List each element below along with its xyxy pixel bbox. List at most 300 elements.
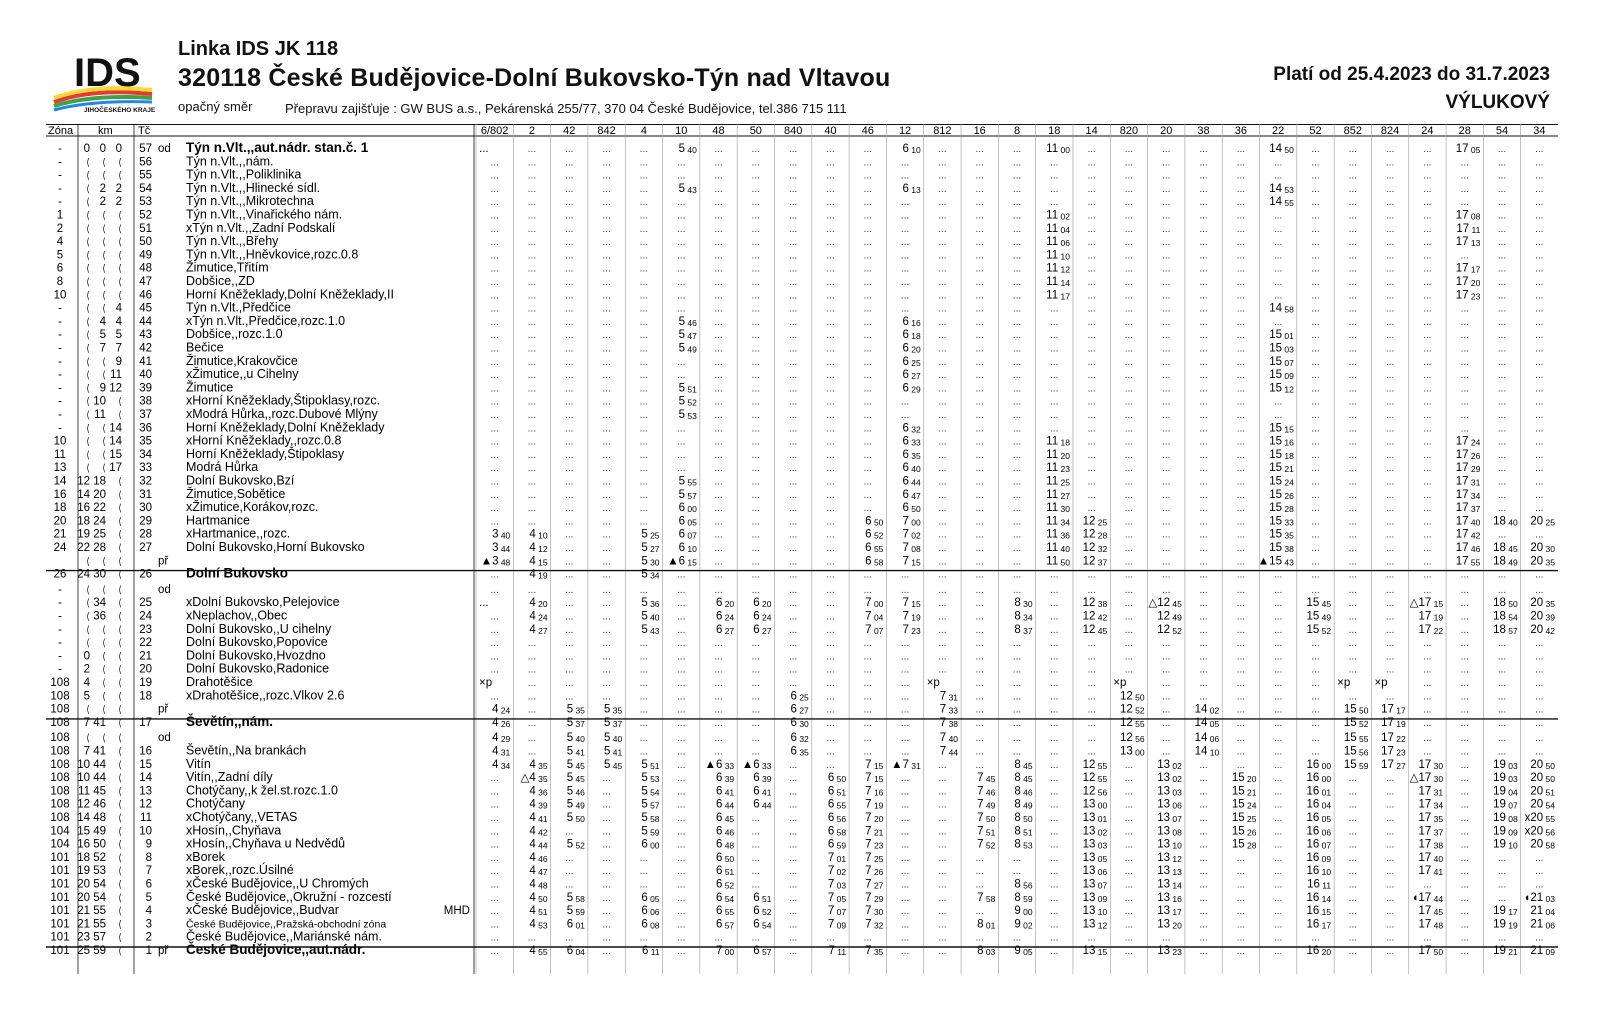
tariff-point-cell: 16 — [139, 745, 152, 758]
no-service-dots: ... — [490, 370, 499, 382]
no-service-dots: ... — [1311, 210, 1320, 222]
no-service-dots: ... — [565, 383, 574, 395]
no-service-dots: ... — [602, 839, 611, 851]
zone-cell: - — [58, 315, 62, 328]
no-service-dots: ... — [1199, 569, 1208, 581]
departure-time: 13 09 — [1082, 891, 1108, 904]
no-service-dots: ... — [565, 651, 574, 663]
departure-time: 16 20 — [1306, 944, 1332, 957]
no-service-dots: ... — [938, 370, 947, 382]
stop-name: Žimutice,Krakovčice — [186, 353, 298, 368]
no-service-dots: ... — [826, 423, 835, 435]
stop-name: xTýn n.Vlt.,,Zadní Podskalí — [186, 220, 336, 235]
no-service-dots: ... — [1460, 945, 1469, 957]
no-service-dots: ... — [1274, 170, 1283, 182]
km-continue-mark: ⟨ — [102, 704, 106, 716]
no-service-dots: ... — [1199, 503, 1208, 515]
departure-time: 8 03 — [977, 944, 996, 957]
no-service-dots: ... — [490, 919, 499, 931]
no-service-dots: ... — [788, 356, 798, 368]
km-cell: 11 — [94, 408, 106, 421]
departure-time: 13 03 — [1082, 838, 1108, 851]
no-service-dots: ... — [1348, 343, 1357, 355]
no-service-dots: ... — [1012, 704, 1022, 716]
departure-time: 8 45 — [1014, 758, 1033, 771]
no-service-dots: ... — [639, 866, 649, 878]
no-service-dots: ... — [900, 303, 910, 315]
no-service-dots: ... — [1348, 303, 1357, 315]
no-service-dots: ... — [490, 330, 499, 342]
no-service-dots: ... — [1535, 223, 1544, 235]
no-service-dots: ... — [863, 370, 872, 382]
departure-time: 8 01 — [977, 918, 996, 931]
departure-time: 14 58 — [1269, 302, 1294, 315]
no-service-dots: ... — [1423, 476, 1432, 488]
tariff-point-cell: 2 — [145, 931, 152, 944]
no-service-dots: ... — [1124, 489, 1134, 501]
zone-cell: 10 — [53, 435, 67, 448]
no-service-dots: ... — [1423, 717, 1432, 729]
no-service-dots: ... — [1236, 370, 1246, 382]
no-service-dots: ... — [1274, 812, 1283, 824]
no-service-dots: ... — [602, 210, 611, 222]
no-service-dots: ... — [1348, 463, 1357, 475]
departure-time: 11 10 — [1046, 249, 1070, 262]
departure-time: 12 56 — [1082, 785, 1108, 798]
no-service-dots: ... — [1497, 449, 1507, 461]
no-service-dots: ... — [1535, 584, 1544, 596]
no-service-dots: ... — [1162, 343, 1171, 355]
no-service-dots: ... — [751, 143, 760, 155]
departure-time: 7 15 — [865, 772, 884, 785]
departure-time: 11 00 — [1046, 142, 1070, 155]
no-service-dots: ... — [677, 773, 686, 785]
departure-time: 4 20 — [529, 597, 548, 610]
stop-name: Dolní Bukovsko,Hvozdno — [186, 648, 326, 663]
no-service-dots: ... — [1535, 316, 1544, 328]
no-service-dots: ... — [900, 651, 910, 663]
departure-time: ▲3 48 — [480, 555, 511, 568]
no-service-dots: ... — [863, 436, 872, 448]
no-service-dots: ... — [565, 449, 574, 461]
departure-time: 6 35 — [790, 745, 809, 758]
no-service-dots: ... — [1199, 529, 1208, 541]
km-cell: 41 — [93, 745, 106, 758]
departure-time: 17 05 — [1455, 142, 1481, 155]
no-service-dots: ... — [639, 516, 649, 528]
no-service-dots: ... — [677, 611, 686, 623]
no-service-dots: ... — [1050, 892, 1059, 904]
no-service-dots: ... — [527, 316, 537, 328]
no-service-dots: ... — [788, 183, 798, 195]
no-service-dots: ... — [1274, 932, 1283, 944]
no-service-dots: ... — [490, 945, 499, 957]
no-service-dots: ... — [490, 773, 499, 785]
no-service-dots: ... — [938, 839, 947, 851]
departure-time: 4 29 — [492, 732, 511, 745]
no-service-dots: ... — [938, 143, 947, 155]
no-service-dots: ... — [863, 932, 872, 944]
no-service-dots: ... — [677, 892, 686, 904]
arrival-departure-mark: od — [158, 583, 171, 596]
km-continue-mark: ⟨ — [118, 826, 122, 838]
stop-name: xŽimutice,,u Cihelny — [186, 367, 299, 382]
no-service-dots: ... — [639, 210, 649, 222]
km-continue-mark: ⟨ — [118, 892, 122, 904]
no-service-dots: ... — [1311, 170, 1320, 182]
no-service-dots: ... — [602, 356, 611, 368]
no-service-dots: ... — [1274, 237, 1283, 249]
no-service-dots: ... — [826, 210, 835, 222]
no-service-dots: ... — [1423, 746, 1432, 758]
km-cell: 54 — [93, 878, 106, 891]
no-service-dots: ... — [788, 759, 798, 771]
trip-note: ×p — [1113, 676, 1127, 689]
no-service-dots: ... — [1423, 263, 1432, 275]
no-service-dots: ... — [975, 489, 984, 501]
km-cell: 19 — [77, 865, 90, 878]
no-service-dots: ... — [751, 183, 760, 195]
no-service-dots: ... — [602, 290, 611, 302]
no-service-dots: ... — [1423, 489, 1432, 501]
route-title: 320118 České Budějovice-Dolní Bukovsko-Týn nad Vltavou — [178, 64, 891, 92]
no-service-dots: ... — [1423, 542, 1432, 554]
no-service-dots: ... — [938, 611, 947, 623]
departure-time: 11 20 — [1046, 448, 1070, 461]
no-service-dots: ... — [1460, 759, 1469, 771]
tariff-point-cell: 43 — [139, 329, 152, 342]
departure-time: 17 26 — [1455, 448, 1481, 461]
departure-time: 6 44 — [753, 798, 772, 811]
departure-time: 12 56 — [1119, 732, 1145, 745]
departure-time: 7 02 — [902, 528, 921, 541]
no-service-dots: ... — [565, 263, 574, 275]
tariff-point-cell: 10 — [139, 825, 152, 838]
no-service-dots: ... — [863, 449, 872, 461]
no-service-dots: ... — [1497, 932, 1507, 944]
no-service-dots: ... — [1124, 330, 1134, 342]
departure-time: 7 31 — [939, 690, 959, 703]
departure-time: 18 57 — [1493, 623, 1518, 636]
no-service-dots: ... — [1012, 932, 1022, 944]
departure-time: 7 27 — [865, 878, 884, 891]
no-service-dots: ... — [1535, 489, 1544, 501]
no-service-dots: ... — [1385, 396, 1395, 408]
no-service-dots: ... — [714, 263, 723, 275]
no-service-dots: ... — [788, 370, 798, 382]
no-service-dots: ... — [938, 476, 947, 488]
no-service-dots: ... — [565, 826, 574, 838]
departure-time: 13 23 — [1157, 944, 1182, 957]
no-service-dots: ... — [1535, 263, 1544, 275]
no-service-dots: ... — [1087, 290, 1096, 302]
no-service-dots: ... — [1274, 638, 1283, 650]
no-service-dots: ... — [1162, 449, 1171, 461]
no-service-dots: ... — [1199, 423, 1208, 435]
no-service-dots: ... — [1124, 223, 1134, 235]
no-service-dots: ... — [490, 516, 499, 528]
departure-time: 7 30 — [865, 905, 884, 918]
departure-time: 5 46 — [678, 315, 697, 328]
no-service-dots: ... — [1423, 463, 1432, 475]
no-service-dots: ... — [1311, 423, 1320, 435]
departure-time: 17 23 — [1381, 745, 1406, 758]
no-service-dots: ... — [1460, 316, 1469, 328]
no-service-dots: ... — [863, 638, 872, 650]
no-service-dots: ... — [938, 826, 947, 838]
no-service-dots: ... — [1087, 677, 1096, 689]
no-service-dots: ... — [1385, 906, 1395, 918]
zone-cell: 108 — [50, 811, 70, 824]
departure-time: 16 15 — [1306, 905, 1332, 918]
no-service-dots: ... — [490, 476, 499, 488]
no-service-dots: ... — [1124, 343, 1134, 355]
trip-number: 10 — [675, 125, 688, 137]
no-service-dots: ... — [490, 436, 499, 448]
no-service-dots: ... — [1236, 542, 1246, 554]
no-service-dots: ... — [1199, 852, 1208, 864]
no-service-dots: ... — [1385, 503, 1395, 515]
stop-name: Bečice — [186, 340, 224, 355]
no-service-dots: ... — [677, 799, 686, 811]
departure-time: 7 23 — [902, 623, 921, 636]
km-cell: 12 — [77, 475, 90, 488]
km-cell: 12 — [77, 798, 90, 811]
no-service-dots: ... — [714, 664, 723, 676]
departure-time: 7 02 — [827, 865, 847, 878]
no-service-dots: ... — [938, 651, 947, 663]
no-service-dots: ... — [527, 183, 537, 195]
tariff-point-cell: 45 — [139, 302, 152, 315]
no-service-dots: ... — [826, 569, 835, 581]
no-service-dots: ... — [863, 409, 872, 421]
no-service-dots: ... — [1497, 183, 1507, 195]
no-service-dots: ... — [1012, 733, 1022, 745]
no-service-dots: ... — [938, 183, 947, 195]
no-service-dots: ... — [788, 945, 798, 957]
no-service-dots: ... — [1199, 303, 1208, 315]
km-cell: 7 — [115, 342, 122, 355]
no-service-dots: ... — [714, 584, 723, 596]
no-service-dots: ... — [1460, 717, 1469, 729]
no-service-dots: ... — [1236, 664, 1246, 676]
km-cell: 14 — [109, 435, 122, 448]
no-service-dots: ... — [788, 157, 798, 169]
no-service-dots: ... — [863, 303, 872, 315]
no-service-dots: ... — [1497, 290, 1507, 302]
no-service-dots: ... — [1050, 638, 1059, 650]
no-service-dots: ... — [1460, 396, 1469, 408]
no-service-dots: ... — [751, 866, 760, 878]
departure-time: 15 16 — [1269, 435, 1294, 448]
no-service-dots: ... — [1199, 223, 1208, 235]
ids-logo — [52, 46, 160, 114]
no-service-dots: ... — [602, 773, 611, 785]
no-service-dots: ... — [1124, 290, 1134, 302]
no-service-dots: ... — [975, 303, 984, 315]
departure-time: 11 04 — [1046, 222, 1070, 235]
no-service-dots: ... — [1348, 237, 1357, 249]
km-cell: 2 — [115, 196, 122, 209]
no-service-dots: ... — [1012, 383, 1022, 395]
no-service-dots: ... — [938, 210, 947, 222]
km-cell: 10 — [77, 758, 90, 771]
no-service-dots: ... — [1124, 773, 1134, 785]
departure-time: 5 54 — [641, 785, 660, 798]
no-service-dots: ... — [1124, 316, 1134, 328]
no-service-dots: ... — [1385, 183, 1395, 195]
trip-number: 820 — [1119, 125, 1139, 137]
no-service-dots: ... — [1535, 476, 1544, 488]
no-service-dots: ... — [1348, 932, 1357, 944]
zone-cell: 108 — [50, 758, 70, 771]
no-service-dots: ... — [975, 157, 984, 169]
no-service-dots: ... — [1124, 799, 1134, 811]
tariff-point-cell: 9 — [145, 838, 152, 851]
stop-name: Vitín — [186, 756, 211, 771]
no-service-dots: ... — [1348, 664, 1357, 676]
no-service-dots: ... — [714, 476, 723, 488]
no-service-dots: ... — [1274, 263, 1283, 275]
departure-time: 15 21 — [1269, 462, 1294, 475]
no-service-dots: ... — [490, 276, 499, 288]
no-service-dots: ... — [1162, 691, 1171, 703]
no-service-dots: ... — [1535, 143, 1544, 155]
no-service-dots: ... — [938, 638, 947, 650]
departure-time: 11 30 — [1046, 502, 1070, 515]
departure-time: 17 45 — [1418, 905, 1444, 918]
no-service-dots: ... — [1012, 143, 1022, 155]
no-service-dots: ... — [1385, 611, 1395, 623]
no-service-dots: ... — [975, 463, 984, 475]
km-cell: 44 — [93, 758, 106, 771]
no-service-dots: ... — [714, 396, 723, 408]
tariff-point-cell: 56 — [139, 156, 152, 169]
no-service-dots: ... — [751, 449, 760, 461]
no-service-dots: ... — [490, 826, 499, 838]
no-service-dots: ... — [1274, 839, 1283, 851]
departure-time: 15 38 — [1269, 541, 1294, 554]
trip-number: 20 — [1160, 125, 1173, 137]
no-service-dots: ... — [1236, 529, 1246, 541]
km-continue-mark: ⟨ — [118, 276, 122, 288]
no-service-dots: ... — [1087, 664, 1096, 676]
no-service-dots: ... — [1460, 786, 1469, 798]
zone-cell: - — [58, 597, 62, 610]
no-service-dots: ... — [490, 879, 499, 891]
departure-time: 16 05 — [1306, 811, 1332, 824]
no-service-dots: ... — [1348, 330, 1357, 342]
no-service-dots: ... — [565, 503, 574, 515]
no-service-dots: ... — [1497, 879, 1507, 891]
no-service-dots: ... — [826, 542, 835, 554]
no-service-dots: ... — [1162, 223, 1171, 235]
no-service-dots: ... — [1087, 143, 1096, 155]
no-service-dots: ... — [751, 932, 760, 944]
km-continue-mark: ⟨ — [102, 556, 106, 568]
no-service-dots: ... — [900, 704, 910, 716]
km-cell: 45 — [93, 785, 106, 798]
no-service-dots: ... — [1423, 436, 1432, 448]
no-service-dots: ... — [490, 343, 499, 355]
no-service-dots: ... — [1348, 250, 1357, 262]
departure-time: 5 37 — [604, 716, 623, 729]
no-service-dots: ... — [1236, 423, 1246, 435]
no-service-dots: ... — [938, 223, 947, 235]
no-service-dots: ... — [751, 157, 760, 169]
no-service-dots: ... — [1124, 250, 1134, 262]
no-service-dots: ... — [1050, 759, 1059, 771]
no-service-dots: ... — [1423, 170, 1432, 182]
no-service-dots: ... — [1385, 812, 1395, 824]
zone-cell: 2 — [56, 222, 64, 235]
no-service-dots: ... — [639, 356, 649, 368]
no-service-dots: ... — [1162, 197, 1171, 209]
no-service-dots: ... — [602, 584, 611, 596]
no-service-dots: ... — [1311, 932, 1320, 944]
km-cell: 22 — [93, 502, 106, 515]
km-cell: 10 — [93, 395, 106, 408]
no-service-dots: ... — [1423, 529, 1432, 541]
departure-time: 6 18 — [902, 329, 921, 342]
no-service-dots: ... — [1423, 584, 1432, 596]
no-service-dots: ... — [1535, 503, 1544, 515]
no-service-dots: ... — [1162, 463, 1171, 475]
km-cell: 48 — [93, 811, 106, 824]
no-service-dots: ... — [677, 569, 686, 581]
km-continue-mark: ⟨ — [118, 157, 122, 169]
departure-time: 11 40 — [1046, 541, 1070, 554]
no-service-dots: ... — [1497, 250, 1507, 262]
no-service-dots: ... — [1348, 651, 1357, 663]
no-service-dots: ... — [602, 919, 611, 931]
no-service-dots: ... — [751, 197, 760, 209]
no-service-dots: ... — [565, 170, 574, 182]
no-service-dots: ... — [1050, 717, 1059, 729]
departure-time: 5 49 — [678, 342, 697, 355]
departure-time: 8 53 — [1014, 838, 1033, 851]
no-service-dots: ... — [751, 584, 760, 596]
no-service-dots: ... — [826, 556, 835, 568]
zone-cell: 8 — [56, 275, 64, 288]
no-service-dots: ... — [677, 237, 686, 249]
no-service-dots: ... — [938, 906, 947, 918]
no-service-dots: ... — [826, 449, 835, 461]
departure-time: 13 14 — [1157, 878, 1182, 891]
tariff-point-cell: 7 — [145, 865, 152, 878]
no-service-dots: ... — [639, 691, 649, 703]
stop-name: Žimutice — [186, 380, 234, 395]
departure-time: 6 08 — [641, 918, 660, 931]
no-service-dots: ... — [714, 223, 723, 235]
no-service-dots: ... — [1012, 210, 1022, 222]
stop-name: xDolní Bukovsko,Pelejovice — [186, 595, 340, 610]
departure-time: 21 04 — [1530, 905, 1555, 918]
no-service-dots: ... — [826, 691, 835, 703]
no-service-dots: ... — [1199, 463, 1208, 475]
no-service-dots: ... — [938, 436, 947, 448]
no-service-dots: ... — [1199, 638, 1208, 650]
no-service-dots: ... — [602, 396, 611, 408]
no-service-dots: ... — [938, 423, 947, 435]
no-service-dots: ... — [788, 826, 798, 838]
no-service-dots: ... — [490, 786, 499, 798]
no-service-dots: ... — [863, 237, 872, 249]
no-service-dots: ... — [938, 463, 947, 475]
km-cell: 20 — [77, 878, 90, 891]
km-cell: 20 — [93, 488, 106, 501]
no-service-dots: ... — [975, 170, 984, 182]
